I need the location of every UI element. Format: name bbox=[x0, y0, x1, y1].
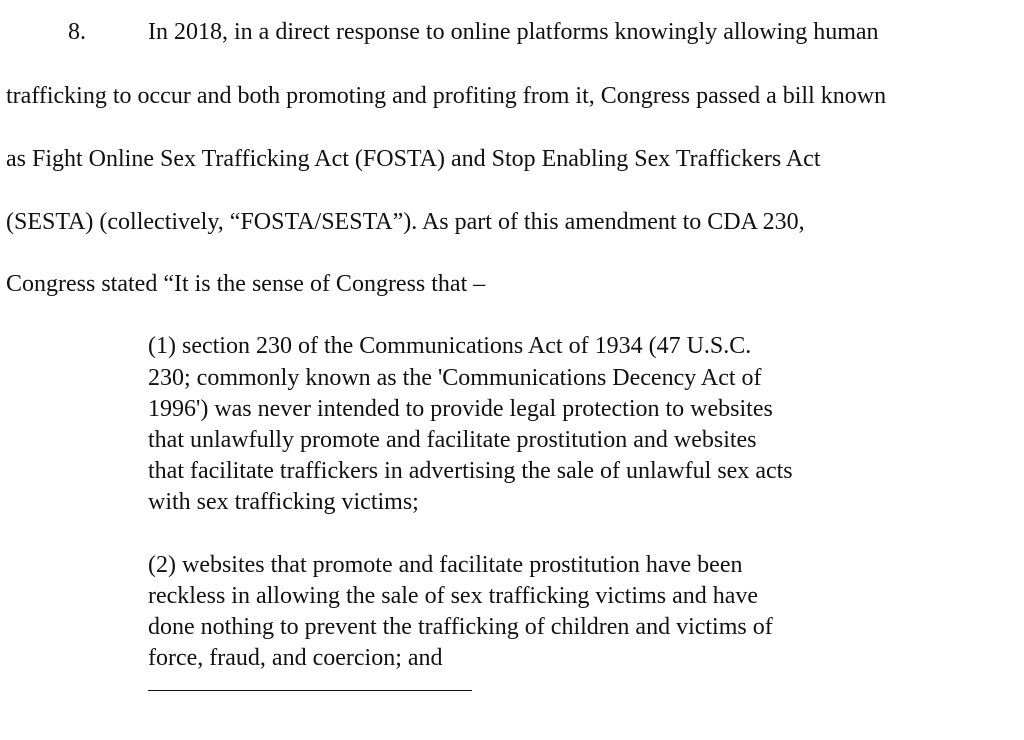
quote-line: done nothing to prevent the trafficking of children and victims of bbox=[148, 614, 773, 640]
quote-line: 230; commonly known as the 'Communications Decency Act of bbox=[148, 365, 762, 391]
quote-line: (1) section 230 of the Communications Act of 1934 (47 U.S.C. bbox=[148, 333, 752, 359]
paragraph-line: In 2018, in a direct response to online platforms knowingly allowing human bbox=[148, 19, 879, 45]
quote-line: reckless in allowing the sale of sex trafficking victims and have bbox=[148, 583, 759, 609]
quote-line: (2) websites that promote and facilitate prostitution have been bbox=[148, 552, 743, 578]
paragraph-number: 8. bbox=[68, 19, 86, 45]
quote-line: with sex trafficking victims; bbox=[148, 489, 419, 515]
paragraph-line: trafficking to occur and both promoting and profiting from it, Congress passed a bill known bbox=[6, 83, 887, 109]
quote-line: that facilitate traffickers in advertising the sale of unlawful sex acts bbox=[148, 458, 793, 484]
paragraph-line: Congress stated “It is the sense of Congress that – bbox=[6, 271, 486, 297]
quote-line: 1996') was never intended to provide legal protection to websites bbox=[148, 396, 773, 422]
footnote-separator bbox=[148, 690, 472, 691]
paragraph-line: (SESTA) (collectively, “FOSTA/SESTA”). As part of this amendment to CDA 230, bbox=[6, 209, 805, 235]
quote-line: that unlawfully promote and facilitate prostitution and websites bbox=[148, 427, 757, 453]
paragraph-line: as Fight Online Sex Trafficking Act (FOSTA) and Stop Enabling Sex Traffickers Act bbox=[6, 146, 821, 172]
quote-line: force, fraud, and coercion; and bbox=[148, 645, 443, 671]
